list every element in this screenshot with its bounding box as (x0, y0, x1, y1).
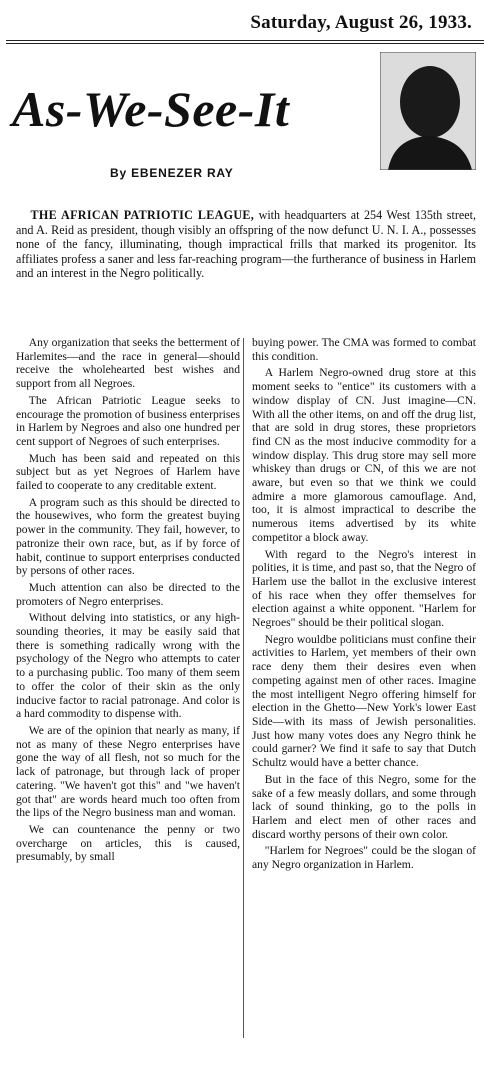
paragraph: A Harlem Negro-owned drug store at this moment seeks to "entice" its customers with a window display of CN. Just imagine—CN. With all the other items, on and off the drug list, that are sold in drug stores, these proprietors find CN as the most inducive commodity for a window display. This drug store may sell more whiskey than drugs or CN, of this we are not aware, but even so that we think we could admire a more glamorous camouflage. And, too, it is almost impractical to describe the numerous items advertised by its white competitor a block away. (252, 366, 476, 544)
paragraph: Any organization that seeks the betterment of Harlemites—and the race in general—should receive the wholehearted best wishes and support from all Negroes. (16, 336, 240, 391)
column-title: As-We-See-It (12, 81, 290, 137)
article-columns (16, 336, 478, 1066)
lead-rest: with headquarters at 254 West 135th street, and A. Reid as president, though visibly an offspring of the now defunct U. N. I. A., possesses none of the fancy, illuminating, though impractical frills that marked its progenitor. Its affiliates profess a saner and less far-reaching program—the furtherance of business in Harlem and an interest in the Negro politically. (16, 208, 476, 281)
portrait-silhouette-icon (380, 52, 476, 170)
byline: By EBENEZER RAY (110, 166, 234, 180)
paragraph: But in the face of this Negro, some for the sake of a few measly dollars, and some through lack of sound thinking, go to the polls in Harlem and elect men of other races and discard worthy persons of their own color. (252, 772, 476, 841)
paragraph: Negro wouldbe politicians must confine their activities to Harlem, yet members of their own race deny them their desires even when competing against men of other races. Imagine the most intelligent Negro offering himself for election in the Ghetto—New York's lower East Side—with its mass of Jewish personalities. Just how many votes does any Negro think he could garner? We find it safe to say that Dutch Schultz would have a better chance. (252, 632, 476, 770)
left-column (16, 336, 240, 867)
issue-date: Saturday, August 26, 1933. (250, 12, 472, 33)
lead-opening: THE AFRICAN PATRIOTIC LEAGUE, (30, 208, 255, 222)
paragraph: The African Patriotic League seeks to encourage the promotion of business enterprises in Harlem by Negroes and also one hundred per cent support of Negroes of such enterprises. (16, 393, 240, 448)
lead-paragraph (16, 208, 476, 281)
right-column (252, 336, 476, 875)
paragraph: "Harlem for Negroes" could be the slogan of any Negro organization in Harlem. (252, 844, 476, 872)
paragraph: We are of the opinion that nearly as many, if not as many of these Negro enterprises have gone the way of all flesh, not so much for the lack of patronage, but through lack of proper catering. "We haven't got this" and "we haven't got that" are words heard much too often from the lips of the Negro business man and woman. (16, 723, 240, 820)
header-rule (6, 40, 484, 41)
paragraph: With regard to the Negro's interest in polities, it is time, and past so, that the Negro of Harlem use the ballot in the exclusive interest of his race when they offer themselves for election against a white opponent. "Harlem for Negroes" should be their political slogan. (252, 547, 476, 630)
paragraph: We can countenance the penny or two overcharge on articles, this is caused, presumably, by small (16, 822, 240, 864)
author-portrait (380, 52, 476, 170)
paragraph: A program such as this should be directed to the housewives, who form the greatest buying power in the community. They fail, however, to patronize their own race, but, as if by force of habit, continue to support enterprises conducted by persons of other races. (16, 495, 240, 578)
paragraph: buying power. The CMA was formed to combat this condition. (252, 336, 476, 363)
header-rule-thin (6, 43, 484, 44)
paragraph: Much attention can also be directed to the promoters of Negro enterprises. (16, 580, 240, 608)
paragraph: Without delving into statistics, or any high-sounding theories, it may be easily said that there is something radically wrong with the psychology of the Negro who attempts to cater to a purchasing public. Too many of them seem to offer the color of their skin as the only inducive factor to racial patronage. And color is a hard commodity to dispense with. (16, 611, 240, 721)
paragraph: Much has been said and repeated on this subject but as yet Negroes of Harlem have failed to cooperate to any creditable extent. (16, 451, 240, 493)
